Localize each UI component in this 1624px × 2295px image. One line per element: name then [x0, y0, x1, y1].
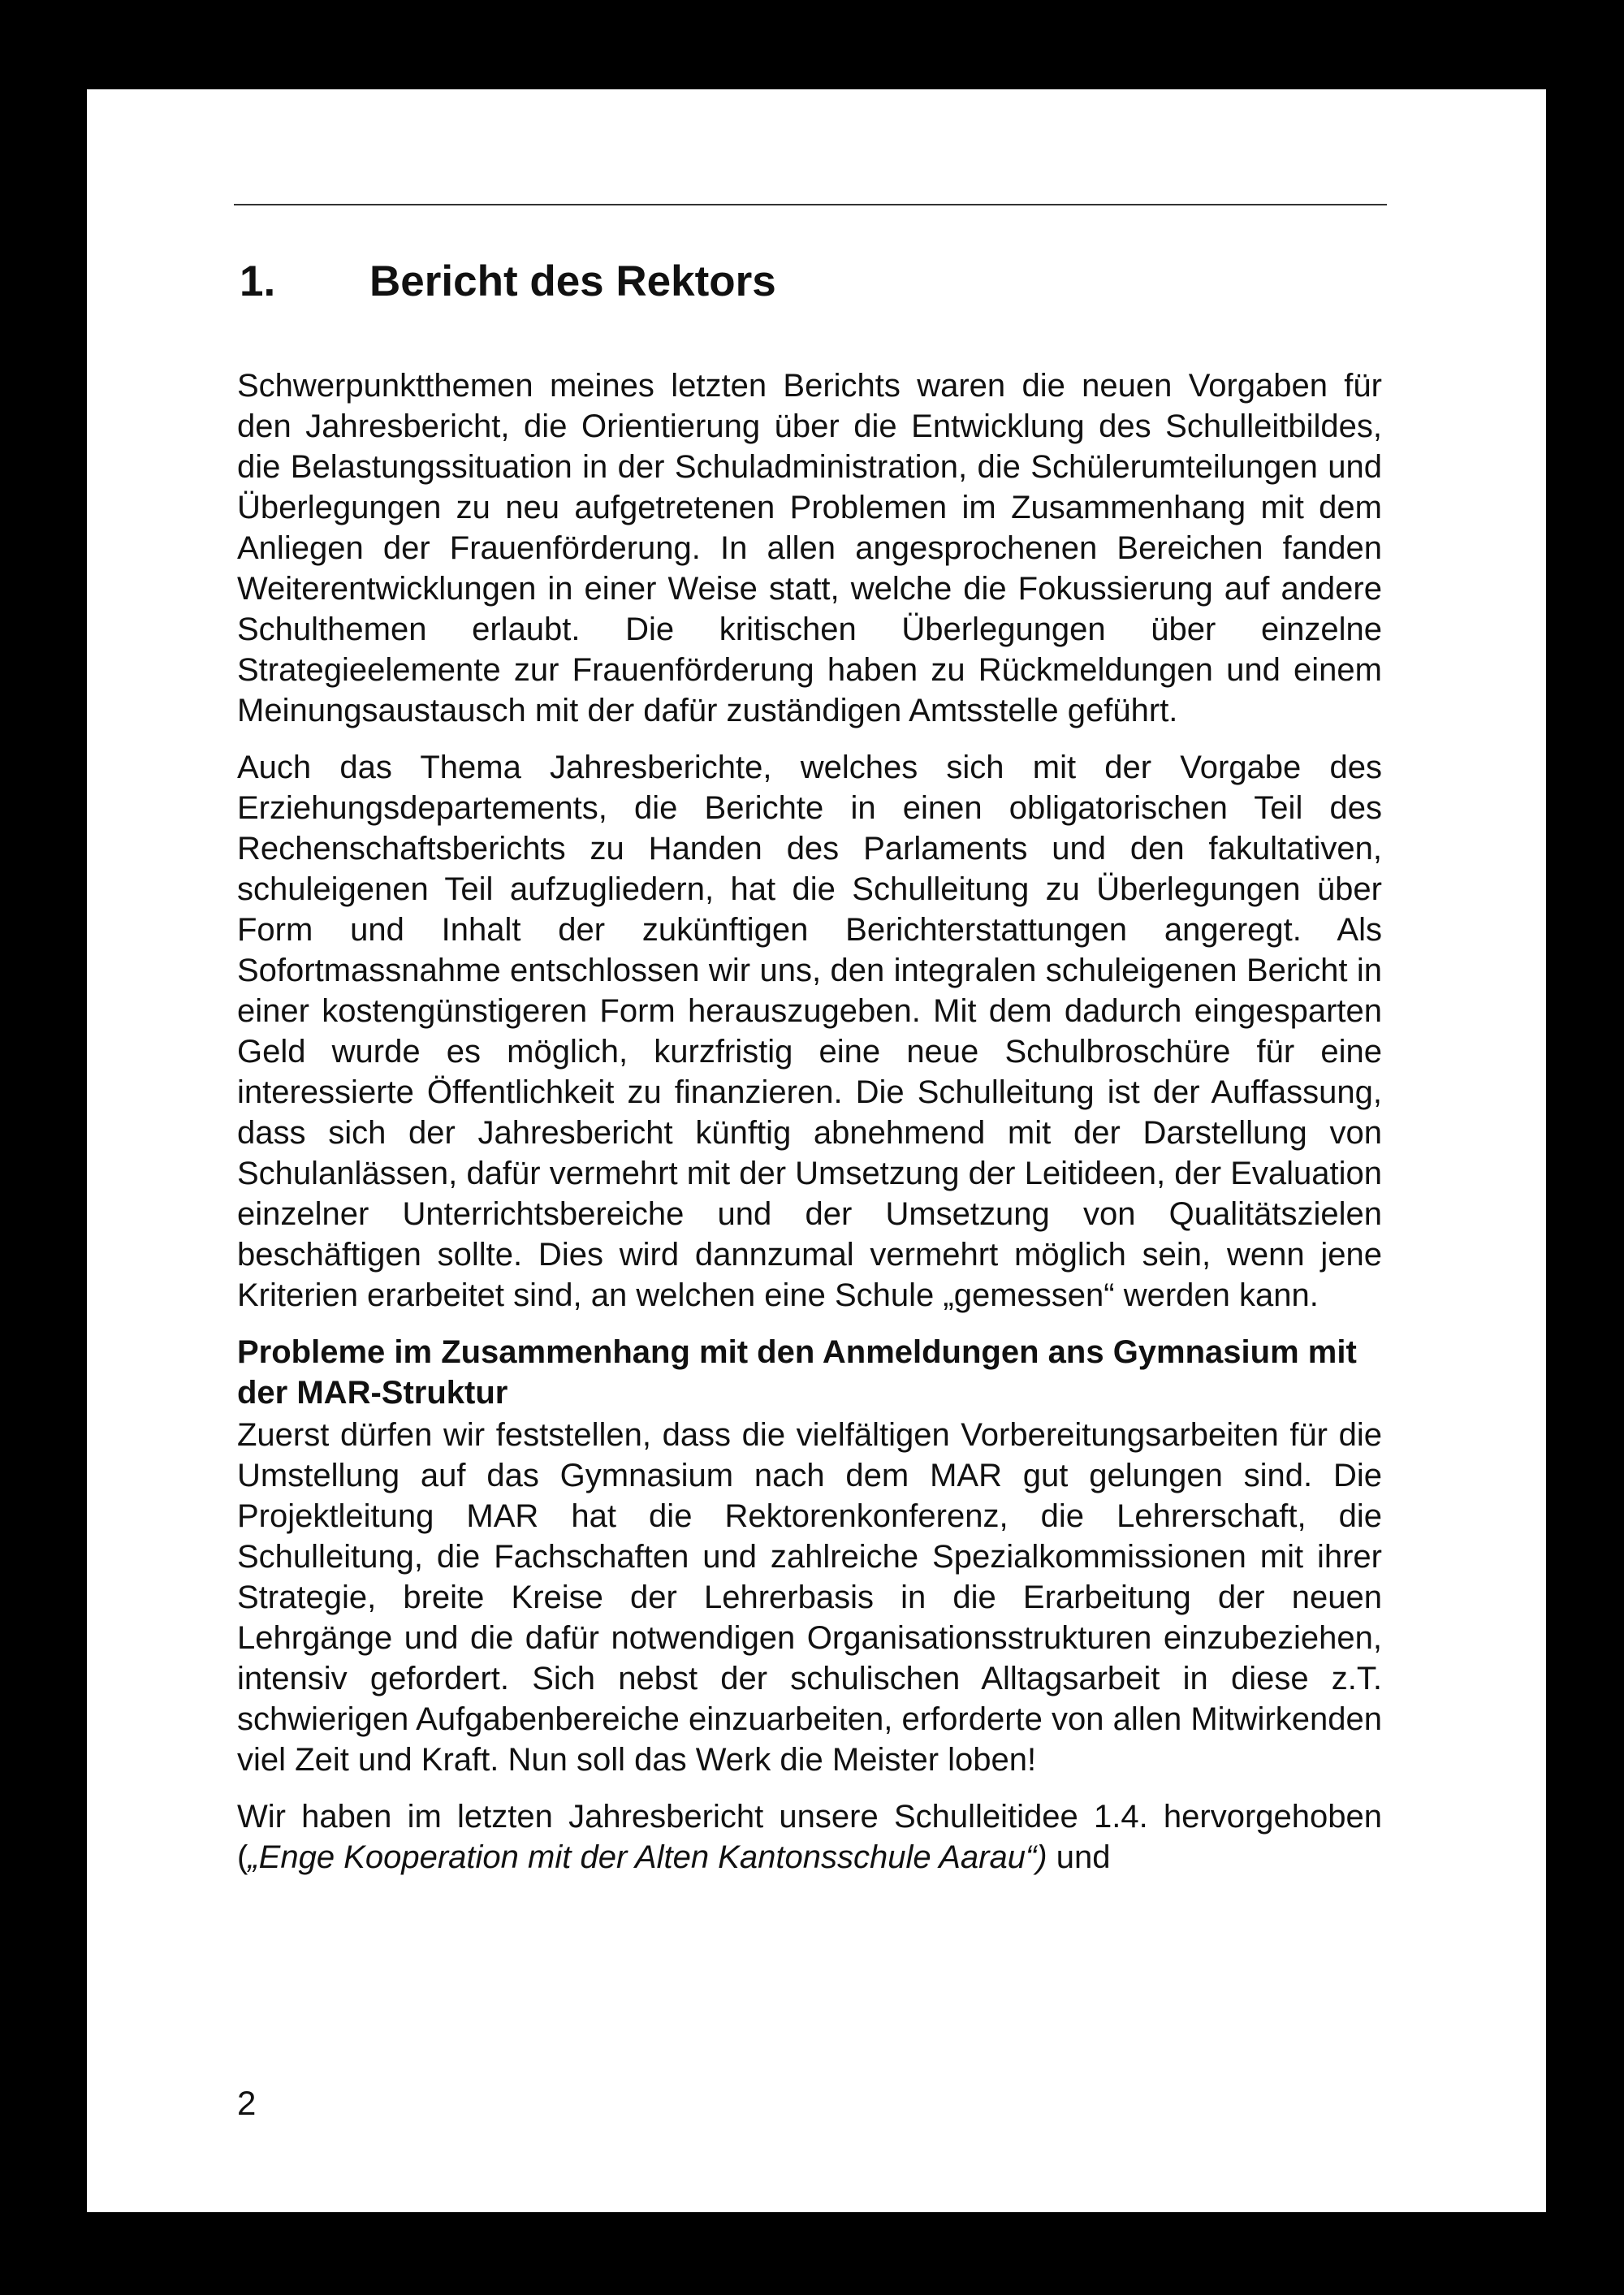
paragraph-3: Zuerst dürfen wir feststellen, dass die vielfältigen Vorbereitungsarbeiten für die Umstellung auf das Gymnasium nach dem MAR gut gelungen sind. Die Projektleitung MAR hat die Rektorenkonferenz, die Lehrerschaft, die Schulleitung, die Fachschaften und zahlreiche Spezialkommissionen mit ihrer Strategie, breite Kreise der Lehrerbasis in die Erarbeitung der neuen Lehrgänge und die dafür notwendigen Organisationsstrukturen einzubeziehen, intensiv gefordert. Sich nebst der schulischen Alltagsarbeit in diese z.T. schwierigen Aufgabenbereiche einzuarbeiten, erforderte von allen Mitwirkenden viel Zeit und Kraft. Nun soll das Werk die Meister loben!	[237, 1417, 1382, 1778]
section-title: Bericht des Rektors	[369, 257, 776, 305]
subheading: Probleme im Zusammenhang mit den Anmeldungen ans Gymnasium mit der MAR-Struktur	[237, 1334, 1357, 1411]
paragraph-4-end: und	[1047, 1839, 1111, 1875]
section-heading	[240, 257, 776, 306]
header-rule	[234, 204, 1387, 205]
section-number: 1.	[240, 257, 276, 305]
paragraph-2: Auch das Thema Jahresberichte, welches sich mit der Vorgabe des Erziehungsdepartements, die Berichte in einen obligatorischen Teil des Rechenschaftsberichts zu Handen des Parlaments und den fakultativen, schuleigenen Teil aufzugliedern, hat die Schulleitung zu Überlegungen über Form und Inhalt der zukünftigen Berichterstattungen angeregt. Als Sofortmassnahme entschlossen wir uns, den integralen schuleigenen Bericht in einer kostengünstigeren Form herauszugeben. Mit dem dadurch eingesparten Geld wurde es möglich, kurzfristig eine neue Schulbroschüre für eine interessierte Öffentlichkeit zu finanzieren. Die Schulleitung ist der Auffassung, dass sich der Jahresbericht künftig abnehmend mit der Darstellung von Schulanlässen, dafür vermehrt mit der Umsetzung der Leitideen, der Evaluation einzelner Unterrichtsbereiche und der Umsetzung von Qualitätszielen beschäftigen sollte. Dies wird dannzumal vermehrt möglich sein, wenn jene Kriterien erarbeitet sind, an welchen eine Schule „gemessen“ werden kann.	[237, 750, 1382, 1313]
body-text	[237, 365, 1382, 1894]
paragraph-4-quote: „Enge Kooperation mit der Alten Kantonsschule Aarau“)	[248, 1839, 1047, 1875]
paragraph-4	[237, 1796, 1382, 1878]
page-number: 2	[237, 2084, 257, 2122]
document-page	[87, 89, 1546, 2212]
paragraph-1: Schwerpunktthemen meines letzten Berichts waren die neuen Vorgaben für den Jahresbericht, die Orientierung über die Entwicklung des Schulleitbildes, die Belastungssituation in der Schuladministration, die Schülerumteilungen und Überlegungen zu neu aufgetretenen Problemen im Zusammenhang mit dem Anliegen der Frauenförderung. In allen angesprochenen Bereichen fanden Weiterentwicklungen in einer Weise statt, welche die Fokussierung auf andere Schulthemen erlaubt. Die kritischen Überlegungen über einzelne Strategieelemente zur Frauenförderung haben zu Rückmeldungen und einem Meinungsaustausch mit der dafür zuständigen Amtsstelle geführt.	[237, 368, 1382, 728]
paragraph-4-text: Wir haben im letzten Jahresbericht unsere Schulleitidee 1.4. hervorgehoben (	[237, 1799, 1382, 1875]
